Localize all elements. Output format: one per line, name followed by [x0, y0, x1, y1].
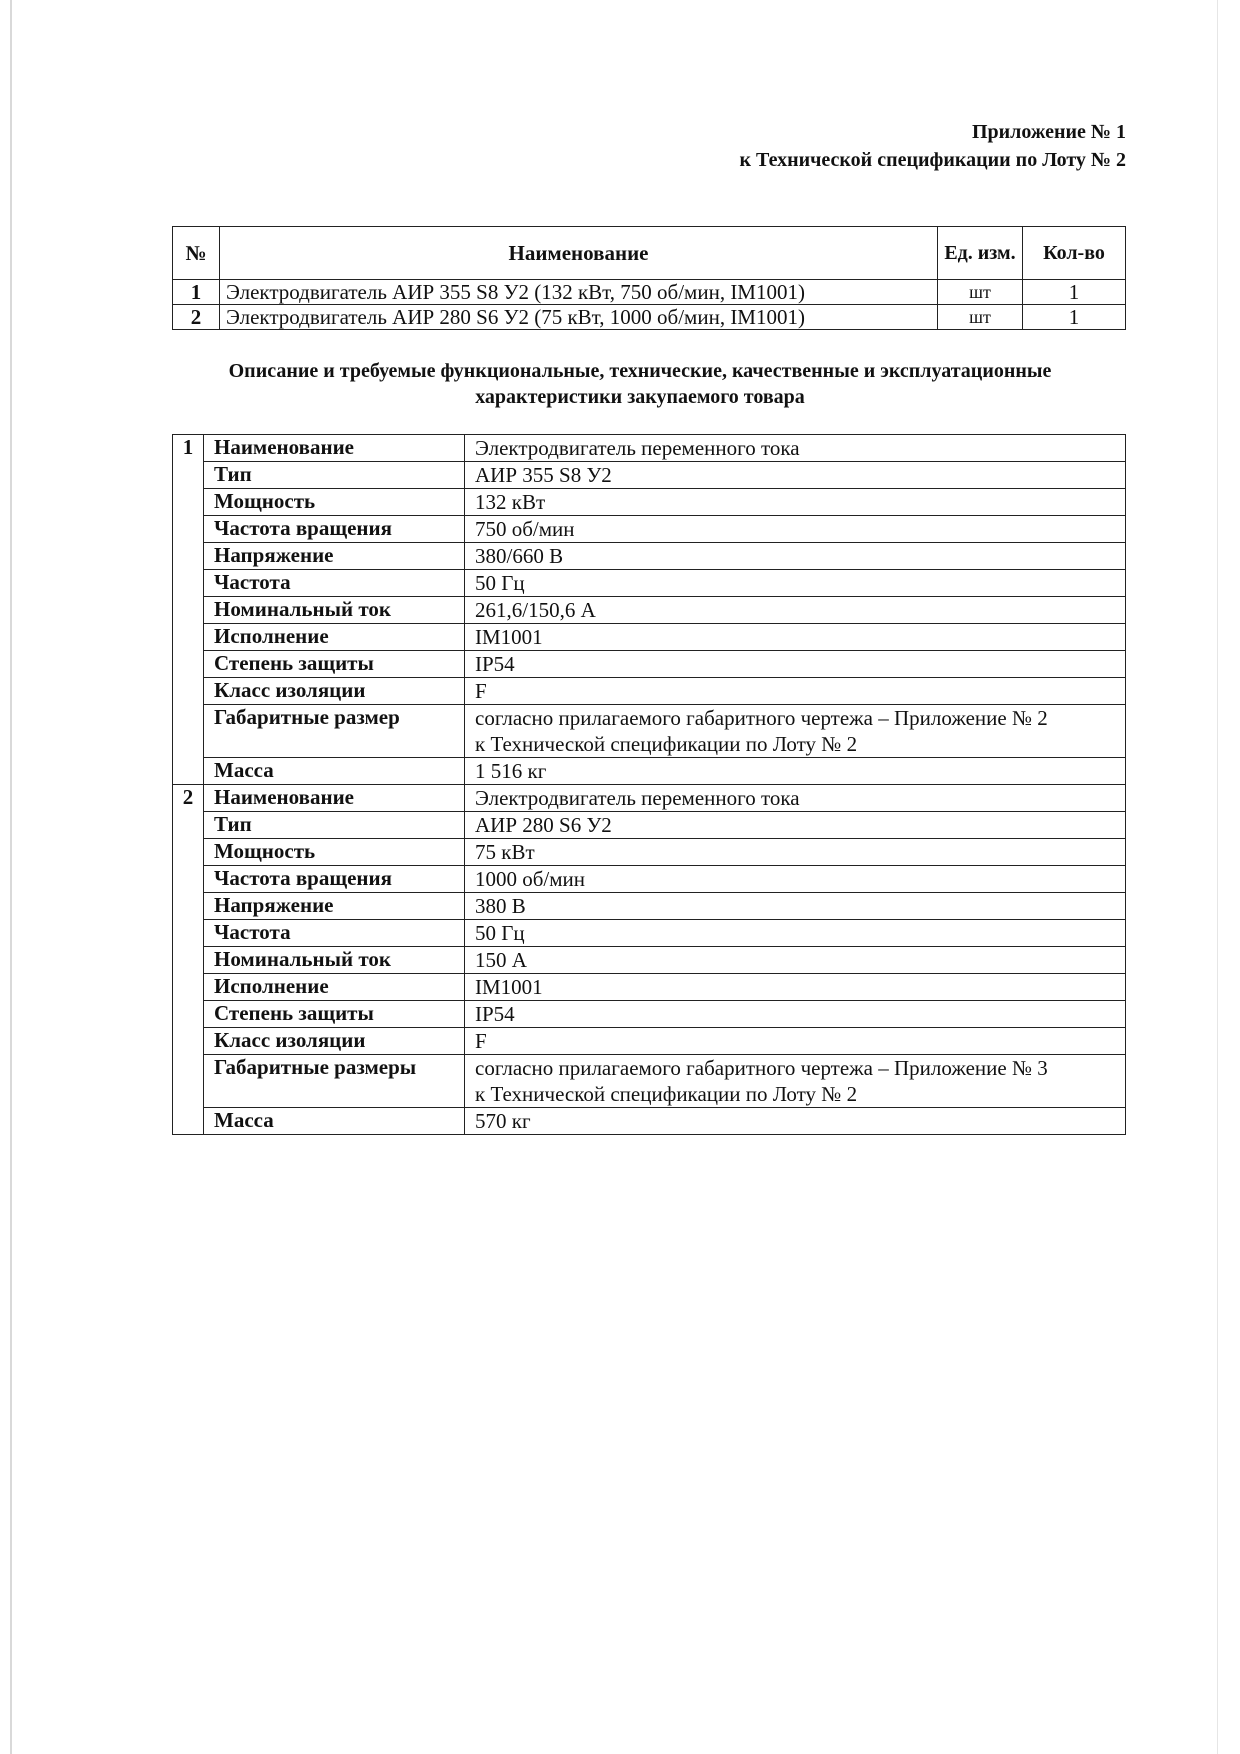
spec-row [173, 1108, 1126, 1135]
spec-value-line: согласно прилагаемого габаритного чертежа – Приложение № 3 [475, 1056, 1048, 1080]
spec-value [465, 839, 1126, 866]
row-name: Электродвигатель АИР 280 S6 У2 (75 кВт, 1000 об/мин, IM1001) [220, 305, 938, 330]
spec-value [465, 1108, 1126, 1135]
spec-value-line: F [475, 1029, 487, 1053]
spec-key: Частота [204, 920, 465, 947]
spec-value [465, 516, 1126, 543]
spec-value-line: Электродвигатель переменного тока [475, 436, 800, 460]
row-name: Электродвигатель АИР 355 S8 У2 (132 кВт, 750 об/мин, IM1001) [220, 280, 938, 305]
spec-row [173, 812, 1126, 839]
spec-value-line: 261,6/150,6 А [475, 598, 596, 622]
spec-value-line: 75 кВт [475, 840, 535, 864]
row-unit: шт [938, 305, 1023, 330]
spec-key: Класс изоляции [204, 1028, 465, 1055]
row-qty: 1 [1023, 305, 1126, 330]
spec-value-line: к Технической спецификации по Лоту № 2 [475, 732, 858, 756]
spec-value-line: 50 Гц [475, 921, 525, 945]
spec-value [465, 651, 1126, 678]
spec-value [465, 570, 1126, 597]
spec-value [465, 597, 1126, 624]
spec-value [465, 974, 1126, 1001]
spec-value-line: 1000 об/мин [475, 867, 586, 891]
appendix-title: Приложение № 1 [971, 121, 1126, 143]
section-title [150, 358, 1130, 410]
spec-key: Мощность [204, 489, 465, 516]
spec-row [173, 435, 1126, 462]
spec-row [173, 489, 1126, 516]
table-row [173, 305, 1126, 330]
spec-key: Частота вращения [204, 866, 465, 893]
spec-key: Класс изоляции [204, 678, 465, 705]
spec-row [173, 462, 1126, 489]
spec-value-line: 380/660 В [475, 544, 564, 568]
spec-row [173, 597, 1126, 624]
spec-key: Частота вращения [204, 516, 465, 543]
spec-value-line: 50 Гц [475, 571, 525, 595]
spec-row [173, 839, 1126, 866]
spec-row [173, 543, 1126, 570]
row-number: 2 [173, 305, 220, 330]
spec-value-line: 750 об/мин [475, 517, 575, 541]
spec-value [465, 812, 1126, 839]
spec-row [173, 1001, 1126, 1028]
spec-value [465, 435, 1126, 462]
spec-value [465, 543, 1126, 570]
spec-value [465, 920, 1126, 947]
spec-value-line: 150 А [475, 948, 527, 972]
spec-value [465, 462, 1126, 489]
spec-row [173, 866, 1126, 893]
spec-value [465, 678, 1126, 705]
spec-value [465, 866, 1126, 893]
spec-row [173, 570, 1126, 597]
spec-value-line: F [475, 679, 487, 703]
spec-key: Габаритные размеры [204, 1055, 465, 1108]
spec-key: Тип [204, 462, 465, 489]
col-unit: Ед. изм. [938, 227, 1023, 280]
spec-key: Напряжение [204, 893, 465, 920]
spec-value [465, 785, 1126, 812]
spec-key: Исполнение [204, 624, 465, 651]
spec-key: Номинальный ток [204, 947, 465, 974]
lot-table [172, 226, 1126, 330]
lot-table-header [173, 227, 1126, 280]
spec-row [173, 651, 1126, 678]
col-name: Наименование [220, 227, 938, 280]
spec-key: Степень защиты [204, 651, 465, 678]
spec-value [465, 758, 1126, 785]
spec-value-line: 570 кг [475, 1109, 531, 1133]
spec-value-line: 1 516 кг [475, 759, 547, 783]
table-row [173, 280, 1126, 305]
spec-value-line: АИР 355 S8 У2 [475, 463, 612, 487]
spec-value [465, 893, 1126, 920]
row-qty: 1 [1023, 280, 1126, 305]
spec-value-line: Электродвигатель переменного тока [475, 786, 800, 810]
spec-key: Габаритные размер [204, 705, 465, 758]
spec-value-line: IM1001 [475, 625, 543, 649]
spec-key: Масса [204, 758, 465, 785]
spec-table [172, 434, 1126, 1135]
spec-row [173, 947, 1126, 974]
spec-value-line: IP54 [475, 1002, 515, 1026]
spec-value-line: 132 кВт [475, 490, 546, 514]
col-number: № [173, 227, 220, 280]
spec-row [173, 1055, 1126, 1108]
spec-value-line: IP54 [475, 652, 515, 676]
spec-value-line: согласно прилагаемого габаритного чертежа – Приложение № 2 [475, 706, 1048, 730]
spec-key: Мощность [204, 839, 465, 866]
spec-value-line: к Технической спецификации по Лоту № 2 [475, 1082, 858, 1106]
section-title-line2: характеристики закупаемого товара [475, 386, 805, 408]
spec-key: Номинальный ток [204, 597, 465, 624]
spec-value [465, 1001, 1126, 1028]
spec-key: Наименование [204, 435, 465, 462]
spec-value-line: IM1001 [475, 975, 543, 999]
section-title-line1: Описание и требуемые функциональные, технические, качественные и эксплуатационные [228, 360, 1052, 382]
spec-row [173, 920, 1126, 947]
spec-key: Исполнение [204, 974, 465, 1001]
spec-item-number: 1 [173, 435, 204, 785]
spec-row [173, 758, 1126, 785]
row-number: 1 [173, 280, 220, 305]
spec-key: Частота [204, 570, 465, 597]
scan-edge-right [1217, 0, 1218, 1754]
spec-key: Напряжение [204, 543, 465, 570]
col-qty: Кол-во [1023, 227, 1126, 280]
spec-value [465, 489, 1126, 516]
spec-key: Тип [204, 812, 465, 839]
spec-row [173, 624, 1126, 651]
spec-value [465, 947, 1126, 974]
spec-key: Масса [204, 1108, 465, 1135]
spec-row [173, 705, 1126, 758]
spec-value [465, 1055, 1126, 1108]
spec-row [173, 893, 1126, 920]
spec-row [173, 516, 1126, 543]
row-unit: шт [938, 280, 1023, 305]
spec-value [465, 1028, 1126, 1055]
spec-row [173, 1028, 1126, 1055]
scan-edge [10, 0, 12, 1754]
spec-key: Степень защиты [204, 1001, 465, 1028]
spec-item-number: 2 [173, 785, 204, 1135]
spec-value-line: 380 В [475, 894, 526, 918]
spec-value [465, 705, 1126, 758]
spec-row [173, 785, 1126, 812]
spec-value [465, 624, 1126, 651]
spec-row [173, 678, 1126, 705]
appendix-header [740, 118, 1126, 174]
spec-row [173, 974, 1126, 1001]
spec-value-line: АИР 280 S6 У2 [475, 813, 612, 837]
appendix-subtitle: к Технической спецификации по Лоту № 2 [739, 149, 1126, 171]
spec-key: Наименование [204, 785, 465, 812]
